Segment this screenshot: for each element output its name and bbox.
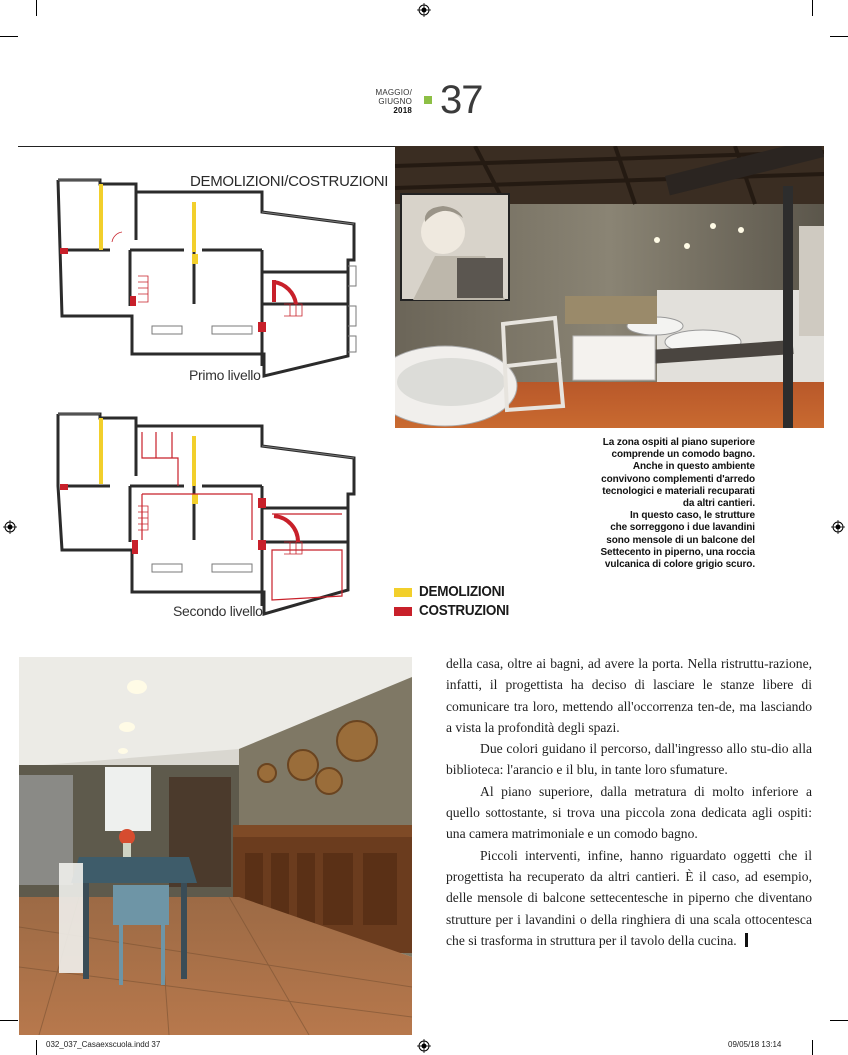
crop-mark — [830, 1020, 848, 1021]
crop-mark — [0, 36, 18, 37]
crop-mark — [36, 1040, 37, 1055]
photo-caption — [585, 437, 755, 571]
legend-swatch-demolizioni — [394, 588, 412, 597]
registration-mark-icon — [417, 3, 431, 17]
footer-timestamp: 09/05/18 13:14 — [728, 1040, 782, 1049]
article-paragraph-text: Piccoli interventi, infine, hanno riguardato oggetti che il progettista ha recuperato da altri cantieri. È il caso, ad esempio, delle mensole di balcone settecentesche in piperno che diventano strutture per i lavandini o della ringhiera di una scala ottocentesca che si trasforma in struttura per il tavolo della cucina. — [446, 847, 812, 948]
article-paragraph — [446, 845, 812, 951]
caption-line: convivono complementi d'arredo — [601, 473, 755, 485]
second-level-label: Secondo livello — [173, 603, 263, 619]
caption-line: da altri cantieri. — [682, 498, 755, 510]
registration-mark-icon — [417, 1039, 431, 1053]
legend-swatch-costruzioni — [394, 607, 412, 616]
caption-line: vulcanica di colore grigio scuro. — [604, 559, 755, 571]
article-paragraph: della casa, oltre ai bagni, ad avere la porta. Nella ristruttu-razione, infatti, il progettista ha deciso di lasciare le stanze libere di comunicare tra loro, mettendo all'occorrenza ten-de, ma lasciando a vista la profondità degli spazi. — [446, 656, 812, 735]
crop-mark — [36, 0, 37, 16]
caption-line: Anche in questo ambiente — [632, 461, 755, 473]
caption-line: In questo caso, le strutture — [629, 510, 755, 522]
first-level-label: Primo livello — [189, 367, 261, 383]
crop-mark — [812, 0, 813, 16]
article-body — [446, 653, 812, 951]
dining-room-photo — [19, 657, 412, 1035]
registration-mark-icon — [831, 520, 845, 534]
second-level-floor-plan — [52, 410, 368, 622]
registration-mark-icon — [3, 520, 17, 534]
first-level-floor-plan — [52, 176, 368, 386]
caption-line: tecnologici e materiali recuparati — [602, 485, 755, 497]
issue-date — [360, 88, 412, 115]
crop-mark — [812, 1040, 813, 1055]
caption-line: La zona ospiti al piano superiore — [602, 437, 755, 448]
footer-file: 032_037_Casaexscuola.indd 37 — [46, 1040, 161, 1049]
article-paragraph: Al piano superiore, dalla metratura di molto inferiore a quello sottostante, si trova una piccola zona dedicata agli ospiti: una camera matrimoniale e un comodo bagno. — [446, 783, 812, 842]
bathroom-photo — [395, 146, 824, 428]
caption-line: sono mensole di un balcone del — [606, 534, 755, 546]
header-rule — [18, 146, 397, 147]
plans-title: DEMOLIZIONI/COSTRUZIONI — [190, 173, 389, 190]
issue-month-2: GIUGNO — [378, 97, 412, 106]
accent-square — [424, 96, 432, 104]
article-paragraph: Due colori guidano il percorso, dall'ingresso allo stu-dio alla biblioteca: l'arancio e il blu, in tante loro sfumature. — [446, 741, 812, 778]
legend-label-demolizioni: DEMOLIZIONI — [419, 583, 505, 600]
caption-line: che sorreggono i due lavandini — [610, 522, 755, 534]
issue-year: 2018 — [393, 106, 412, 115]
crop-mark — [0, 1020, 18, 1021]
crop-mark — [830, 36, 848, 37]
issue-month: MAGGIO/ — [375, 88, 412, 97]
caption-line: comprende un comodo bagno. — [611, 449, 755, 461]
page-number: 37 — [440, 78, 483, 122]
caption-line: Settecento in piperno, una roccia — [600, 546, 755, 558]
end-of-article-mark — [745, 933, 748, 947]
legend-label-costruzioni: COSTRUZIONI — [419, 602, 510, 619]
